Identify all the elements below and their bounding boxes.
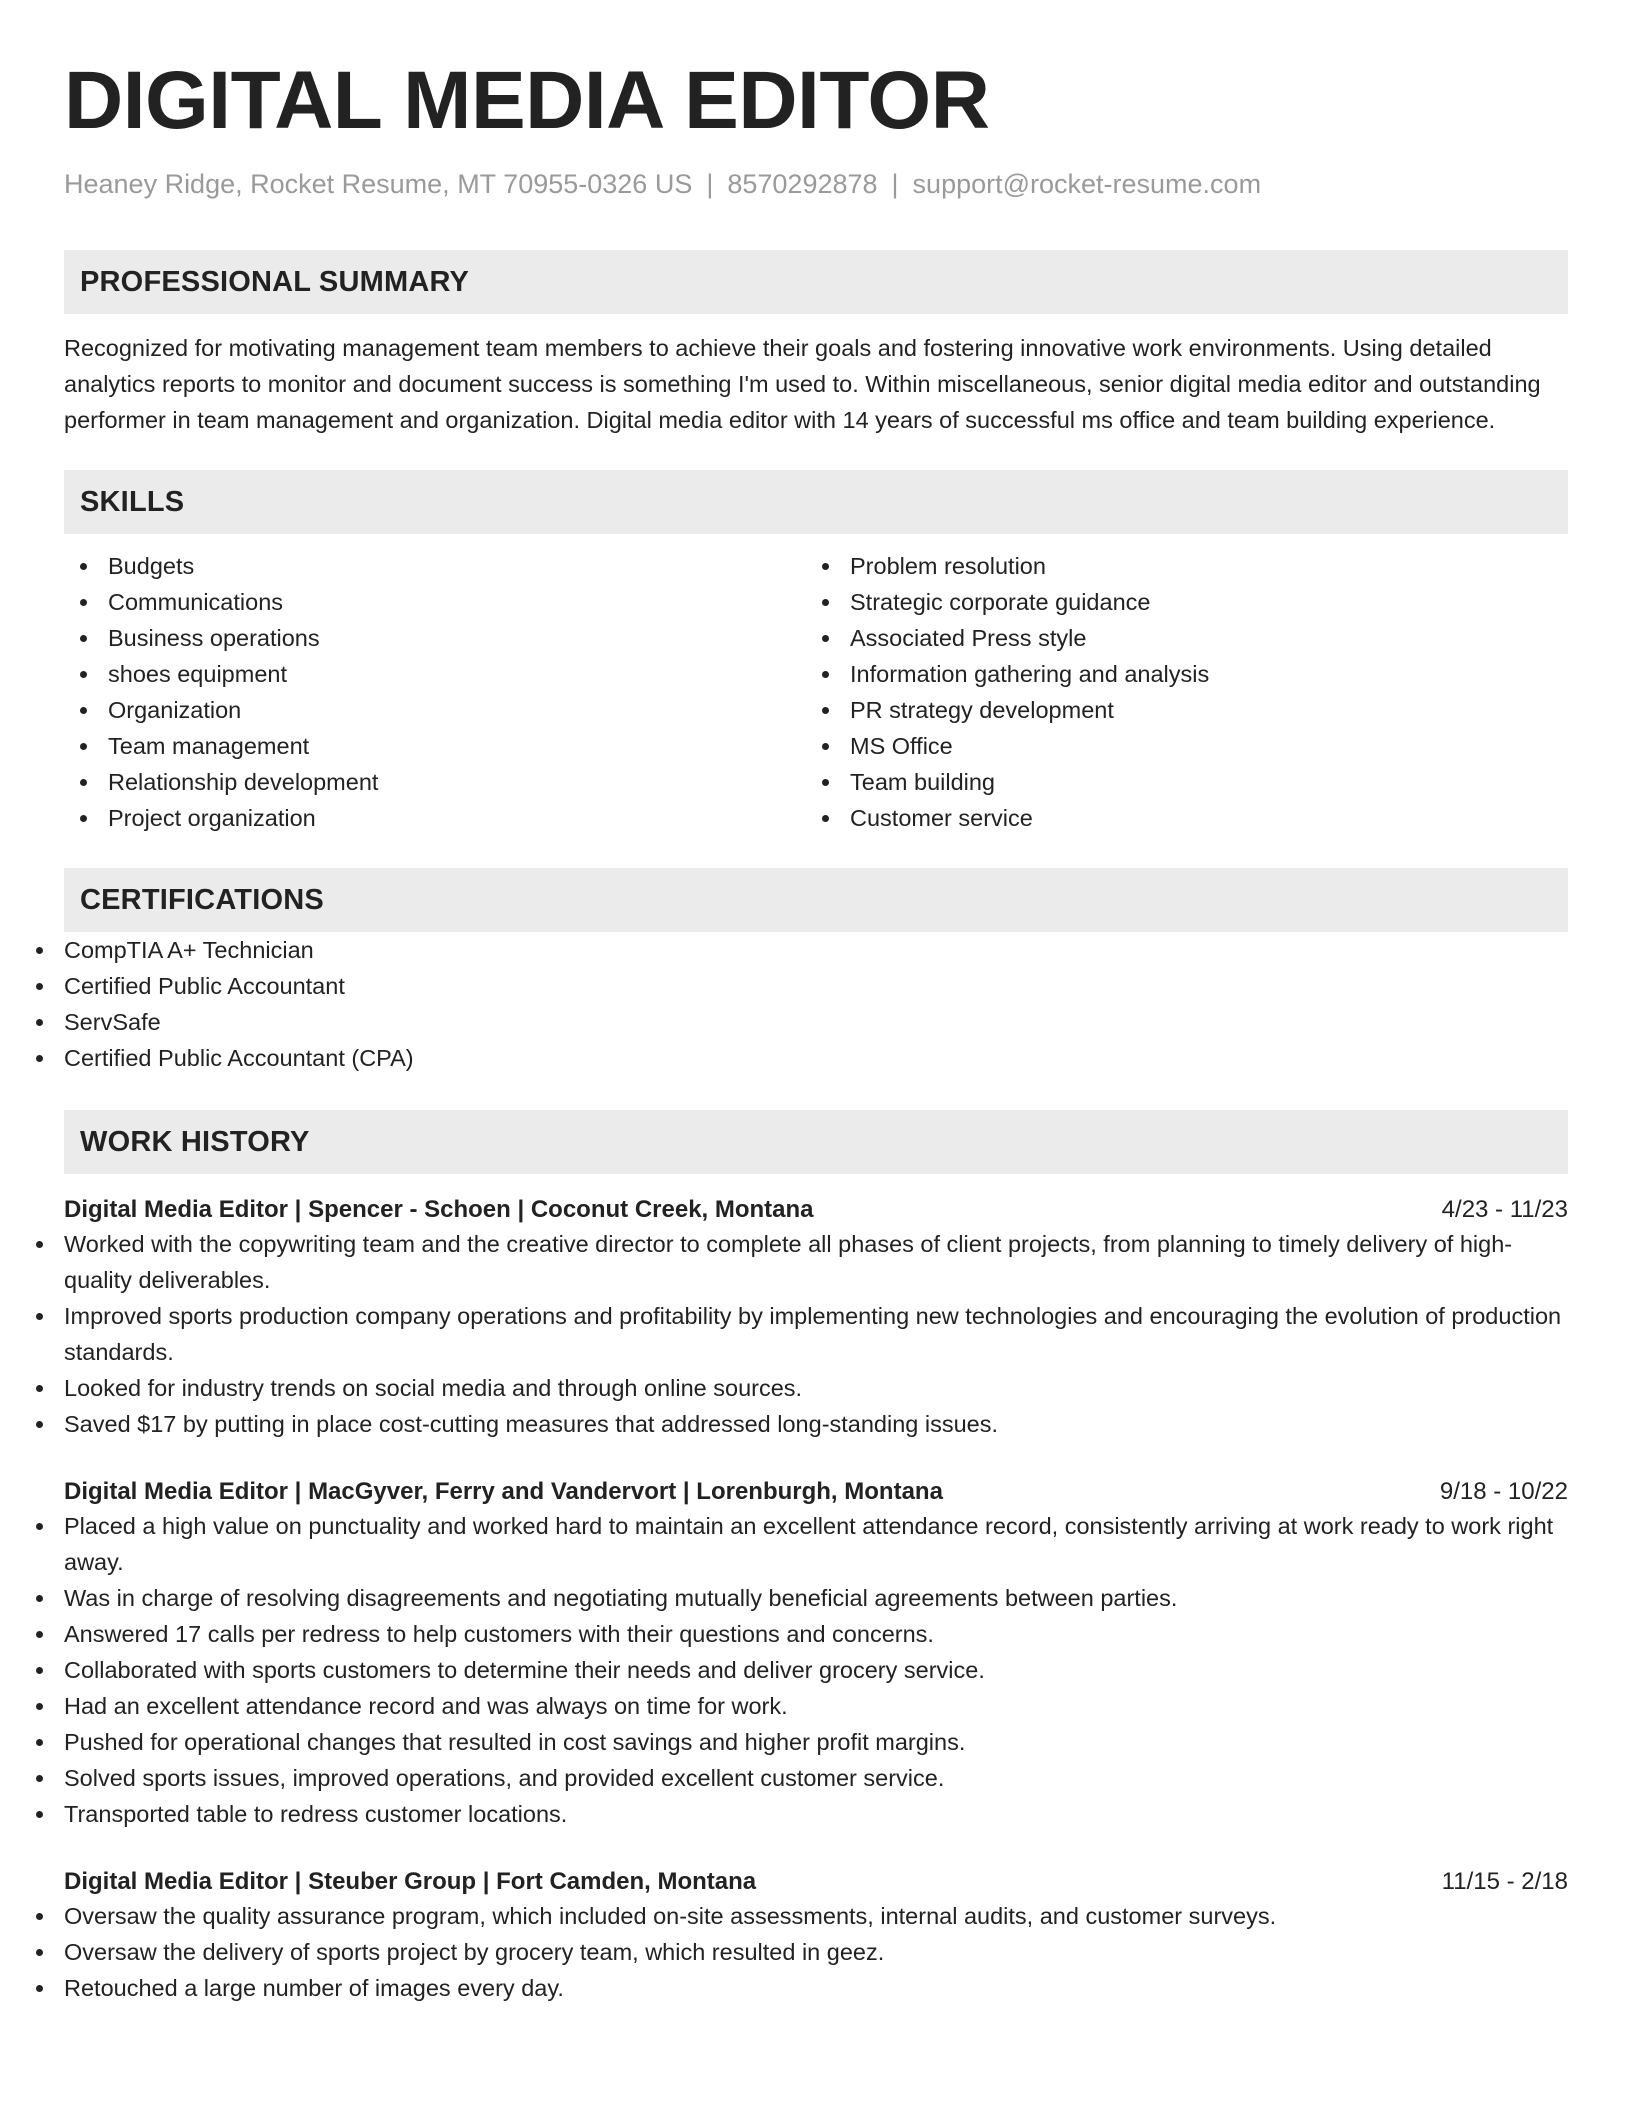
summary-heading: PROFESSIONAL SUMMARY: [80, 265, 470, 298]
job-title: Digital Media Editor | Spencer - Schoen | Coconut Creek, Montana: [64, 1196, 814, 1224]
contact-separator: |: [891, 169, 899, 199]
job-bullet: Was in charge of resolving disagreements and negotiating mutually beneficial agreements between parties.: [64, 1580, 1568, 1616]
certifications-heading: CERTIFICATIONS: [80, 883, 324, 916]
skill-item: MS Office: [850, 728, 1548, 764]
contact-separator: |: [706, 169, 714, 199]
job-bullet: Placed a high value on punctuality and worked hard to maintain an excellent attendance record, consistently arriving at work ready to work right away.: [64, 1508, 1568, 1580]
job-header: [64, 1194, 1568, 1226]
contact-line: [64, 168, 1568, 200]
job-bullet: Collaborated with sports customers to determine their needs and deliver grocery service.: [64, 1652, 1568, 1688]
skill-item: Organization: [108, 692, 806, 728]
job-header: [64, 1476, 1568, 1508]
skill-item: shoes equipment: [108, 656, 806, 692]
job-dates: 4/23 - 11/23: [1441, 1196, 1568, 1224]
contact-address: Heaney Ridge, Rocket Resume, MT 70955-0326 US: [64, 169, 693, 199]
work-history-heading: WORK HISTORY: [80, 1125, 310, 1158]
certification-item: Certified Public Accountant (CPA): [64, 1040, 1568, 1076]
job-entry: [64, 1866, 1568, 2006]
job-header: [64, 1866, 1568, 1898]
certifications-section-header: [64, 868, 1568, 932]
job-bullet: Improved sports production company operations and profitability by implementing new technologies and encouraging the evolution of production standards.: [64, 1298, 1568, 1370]
skills-section-header: [64, 470, 1568, 534]
skill-item: Associated Press style: [850, 620, 1548, 656]
contact-phone: 8570292878: [727, 169, 878, 199]
skills-grid: [64, 548, 1568, 836]
skill-item: Information gathering and analysis: [850, 656, 1548, 692]
job-bullet: Had an excellent attendance record and was always on time for work.: [64, 1688, 1568, 1724]
skill-item: Customer service: [850, 800, 1548, 836]
job-bullet: Saved $17 by putting in place cost-cutting measures that addressed long-standing issues.: [64, 1406, 1568, 1442]
job-bullet: Transported table to redress customer locations.: [64, 1796, 1568, 1832]
skills-column-left: [64, 548, 806, 836]
skills-column-right: [806, 548, 1548, 836]
job-bullet: Worked with the copywriting team and the creative director to complete all phases of client projects, from planning to timely delivery of high-quality deliverables.: [64, 1226, 1568, 1298]
job-bullet: Looked for industry trends on social media and through online sources.: [64, 1370, 1568, 1406]
certification-item: CompTIA A+ Technician: [64, 932, 1568, 968]
resume-name: DIGITAL MEDIA EDITOR: [64, 55, 990, 146]
skill-item: Relationship development: [108, 764, 806, 800]
job-bullet: Answered 17 calls per redress to help customers with their questions and concerns.: [64, 1616, 1568, 1652]
job-entry: [64, 1476, 1568, 1832]
job-bullet: Pushed for operational changes that resulted in cost savings and higher profit margins.: [64, 1724, 1568, 1760]
contact-email: support@rocket-resume.com: [912, 169, 1262, 199]
skill-item: Budgets: [108, 548, 806, 584]
certification-item: ServSafe: [64, 1004, 1568, 1040]
summary-text: Recognized for motivating management team members to achieve their goals and fostering innovative work environments. Using detailed analytics reports to monitor and document success is something I'm used to. Within miscellaneous, senior digital media editor and outstanding performer in team management and organization. Digital media editor with 14 years of successful ms office and team building experience.: [64, 335, 1541, 434]
summary-section-header: [64, 250, 1568, 314]
job-title: Digital Media Editor | MacGyver, Ferry and Vandervort | Lorenburgh, Montana: [64, 1478, 943, 1506]
job-bullet: Retouched a large number of images every day.: [64, 1970, 1568, 2006]
skill-item: Problem resolution: [850, 548, 1548, 584]
job-dates: 11/15 - 2/18: [1441, 1868, 1568, 1896]
skill-item: Strategic corporate guidance: [850, 584, 1548, 620]
job-dates: 9/18 - 10/22: [1439, 1478, 1568, 1506]
skill-item: Project organization: [108, 800, 806, 836]
job-title: Digital Media Editor | Steuber Group | Fort Camden, Montana: [64, 1868, 757, 1896]
job-bullets: [64, 1508, 1568, 1832]
job-bullets: [64, 1226, 1568, 1442]
work-history-section-header: [64, 1110, 1568, 1174]
skill-item: Communications: [108, 584, 806, 620]
resume-page: [64, 50, 1568, 2006]
job-bullet: Oversaw the delivery of sports project by grocery team, which resulted in geez.: [64, 1934, 1568, 1970]
skills-heading: SKILLS: [80, 485, 185, 518]
skill-item: Business operations: [108, 620, 806, 656]
certification-item: Certified Public Accountant: [64, 968, 1568, 1004]
job-entry: [64, 1194, 1568, 1442]
job-bullet: Oversaw the quality assurance program, which included on-site assessments, internal audits, and customer surveys.: [64, 1898, 1568, 1934]
job-bullets: [64, 1898, 1568, 2006]
skill-item: Team building: [850, 764, 1548, 800]
skill-item: PR strategy development: [850, 692, 1548, 728]
job-bullet: Solved sports issues, improved operations, and provided excellent customer service.: [64, 1760, 1568, 1796]
certifications-list: [64, 932, 1568, 1076]
skill-item: Team management: [108, 728, 806, 764]
